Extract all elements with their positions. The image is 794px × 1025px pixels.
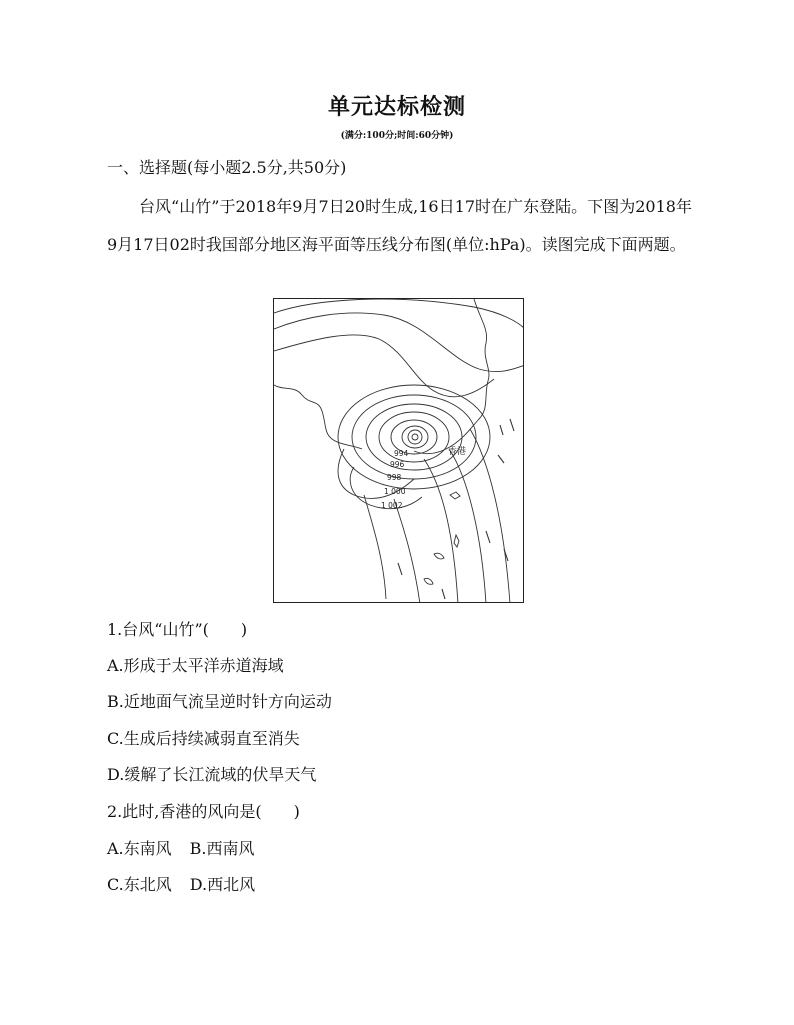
section-heading: 一、选择题(每小题2.5分,共50分)	[107, 158, 347, 177]
isobar-line	[424, 459, 458, 603]
isobar-map	[273, 298, 524, 603]
island	[450, 492, 460, 499]
passage-text: 台风“山竹”于2018年9月7日20时生成,16日17时在广东登陆。下图为2018年9月17日02时我国部分地区海平面等压线分布图(单位:hPa)。读图完成下面两题。	[107, 197, 692, 254]
page-title: 单元达标检测	[327, 94, 466, 120]
question-2-option-b: B.西南风	[189, 839, 255, 858]
isobar-line	[364, 495, 386, 599]
isobar-line	[274, 335, 494, 397]
isobar-map-drawing	[274, 299, 524, 603]
hong-kong-label: 香港	[448, 447, 467, 457]
isobar-line	[470, 429, 510, 603]
isobar-line	[402, 426, 428, 448]
question-1-option-d: D.缓解了长江流域的伏旱天气	[107, 765, 317, 784]
isobar-line	[449, 449, 486, 603]
isobar-line	[394, 499, 420, 603]
question-2-options-row-2	[107, 872, 255, 895]
isobar-label-996: 996	[390, 460, 405, 469]
isobar-line	[379, 412, 449, 462]
isobar-line	[274, 299, 524, 329]
isobar-line	[366, 404, 462, 470]
border-line	[274, 385, 362, 449]
island	[454, 535, 459, 547]
wind-barb	[498, 455, 504, 463]
question-1-option-b: B.近地面气流呈逆时针方向运动	[107, 692, 332, 711]
isobar-line	[408, 430, 422, 444]
island	[424, 578, 433, 584]
isobar-label-1000: 1 000	[384, 487, 406, 496]
wind-barb	[500, 425, 503, 435]
question-2-stem: 2.此时,香港的风向是( )	[107, 802, 300, 821]
question-2-option-a: A.东南风	[107, 839, 172, 858]
isobar-line	[338, 385, 490, 489]
question-1-option-a: A.形成于太平洋赤道海域	[107, 656, 284, 675]
question-1-option-c: C.生成后持续减弱直至消失	[107, 729, 300, 748]
isobar-label-998: 998	[387, 473, 402, 482]
island	[434, 553, 444, 559]
question-2-option-c: C.东北风	[107, 875, 172, 894]
question-2-option-d: D.西北风	[189, 875, 256, 894]
isobar-line	[412, 434, 418, 440]
wind-barb	[486, 531, 490, 543]
isobar-label-994: 994	[394, 449, 409, 458]
wind-barb	[510, 419, 514, 431]
exam-info: (满分:100分;时间:60分钟)	[340, 131, 454, 141]
wind-barb	[442, 589, 445, 599]
question-1-stem: 1.台风“山竹”( )	[107, 620, 248, 639]
wind-barb	[398, 563, 402, 575]
question-2-options-row-1	[107, 836, 255, 859]
isobar-label-1002: 1 002	[381, 501, 403, 510]
isobar-line	[352, 395, 476, 479]
